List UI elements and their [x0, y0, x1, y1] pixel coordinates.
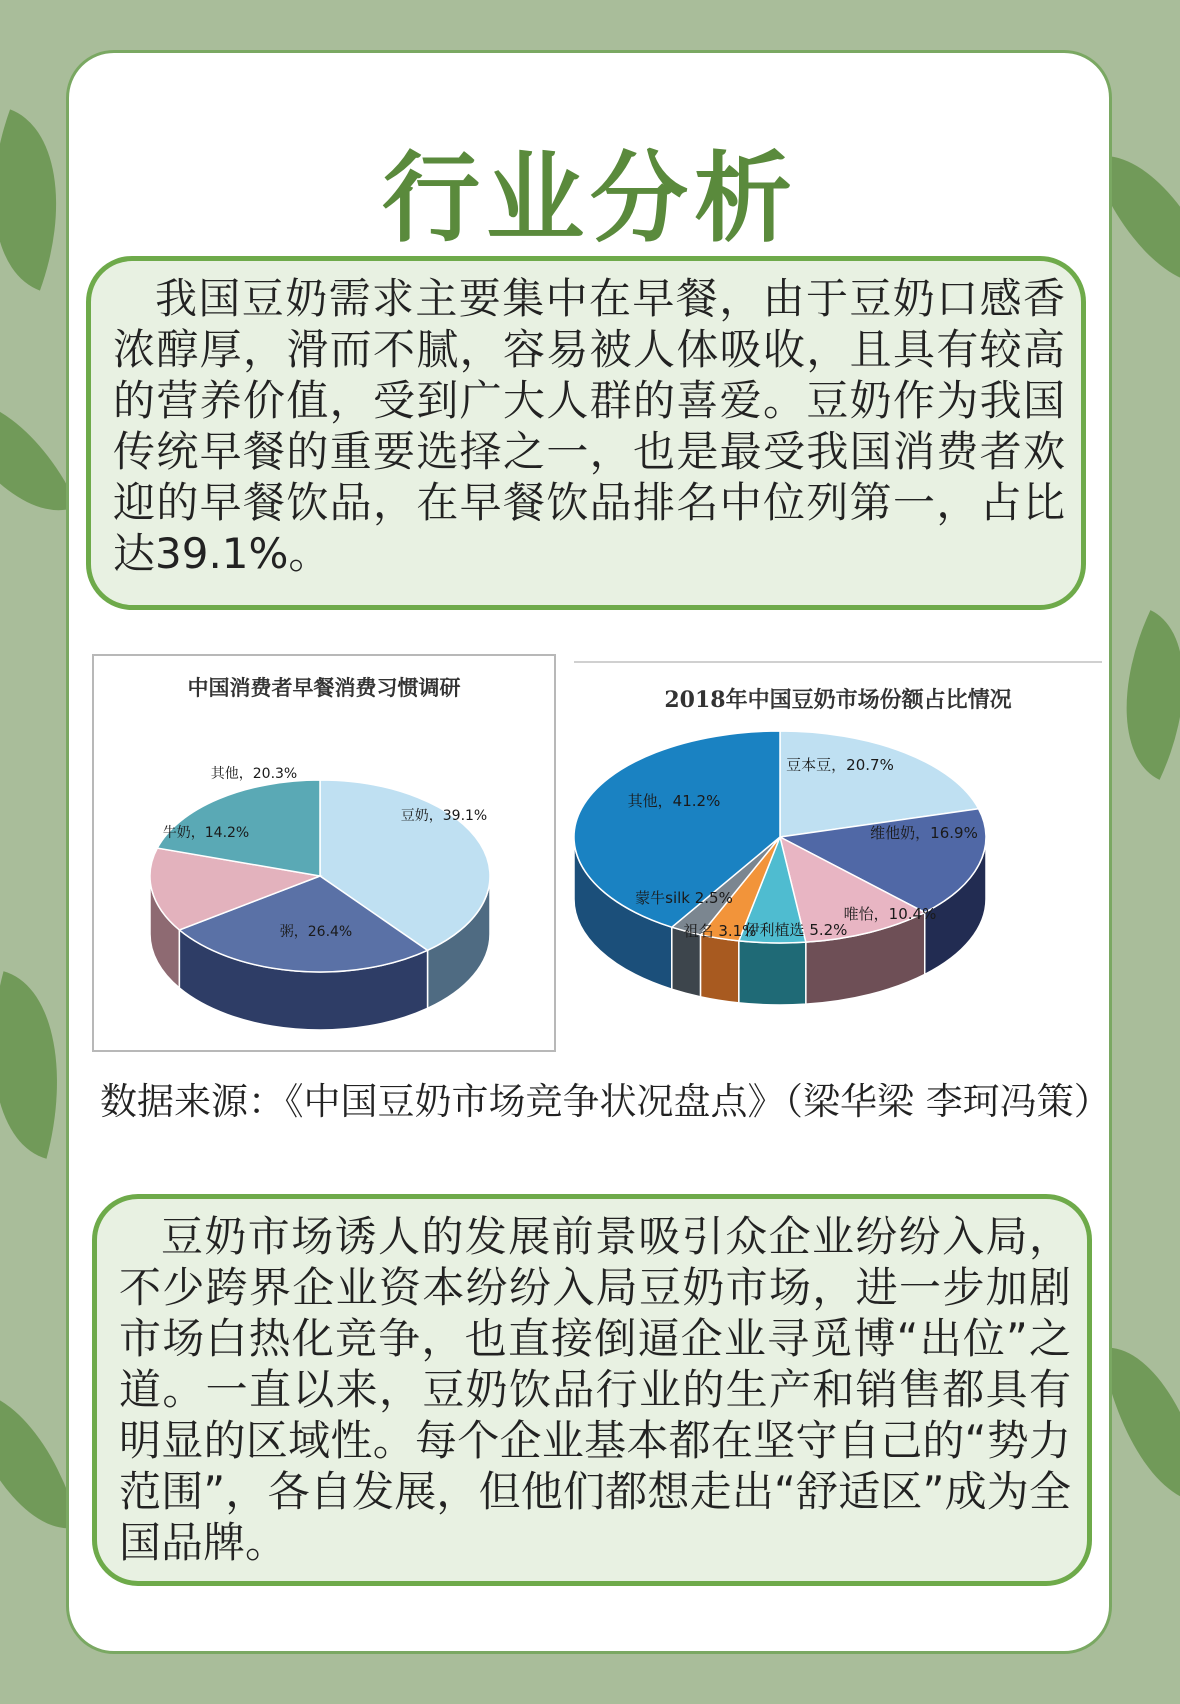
- chart-title: 中国消费者早餐消费习惯调研: [187, 675, 461, 700]
- data-source-note: 数据来源：《中国豆奶市场竞争状况盘点》（梁华梁 李珂冯策）: [100, 1080, 1111, 1123]
- intro-paragraph: 我国豆奶需求主要集中在早餐，由于豆奶口感香浓醇厚，滑而不腻，容易被人体吸收，且具有较高的营养价值，受到广大人群的喜爱。豆奶作为我国传统早餐的重要选择之一，也是最受我国消费者欢迎的早餐饮品，在早餐饮品排名中位列第一，占比达39.1%。: [86, 256, 1086, 610]
- pie-chart: [574, 663, 1100, 1057]
- pie-slice-label: 伊利植选 5.2%: [744, 921, 848, 939]
- pie-slice-label: 维他奶，16.9%: [870, 824, 978, 842]
- chart-market-share: [574, 661, 1102, 1059]
- chart-title: 2018年中国豆奶市场份额占比情况: [664, 687, 1012, 713]
- pie-slice-label: 其他，20.3%: [210, 766, 298, 782]
- leaf-decoration: [1101, 1334, 1180, 1515]
- pie-slice-label: 其他，41.2%: [627, 792, 721, 810]
- pie-slice-side: [701, 935, 739, 1003]
- pie-slice-label: 祖名 3.1%: [683, 922, 757, 940]
- pie-slice-label: 蒙牛silk 2.5%: [635, 889, 733, 907]
- pie-slice-side: [739, 941, 806, 1005]
- pie-slice-label: 牛奶，14.2%: [162, 825, 250, 841]
- market-paragraph: 豆奶市场诱人的发展前景吸引众企业纷纷入局，不少跨界企业资本纷纷入局豆奶市场，进一步加剧市场白热化竞争，也直接倒逼企业寻觅博“出位”之道。一直以来，豆奶饮品行业的生产和销售都具有明显的区域性。每个企业基本都在坚守自己的“势力范围”，各自发展，但他们都想走出“舒适区”成为全国品牌。: [92, 1194, 1092, 1586]
- pie-slice-label: 粥，26.4%: [279, 924, 353, 940]
- pie-slice-label: 唯怡，10.4%: [843, 905, 937, 923]
- page-title: 行业分析: [381, 141, 798, 256]
- pie-slice-label: 豆奶，39.1%: [400, 808, 488, 824]
- chart-breakfast-habits: [92, 654, 556, 1052]
- pie-chart: [94, 656, 554, 1050]
- pie-slice-label: 豆本豆，20.7%: [786, 756, 894, 774]
